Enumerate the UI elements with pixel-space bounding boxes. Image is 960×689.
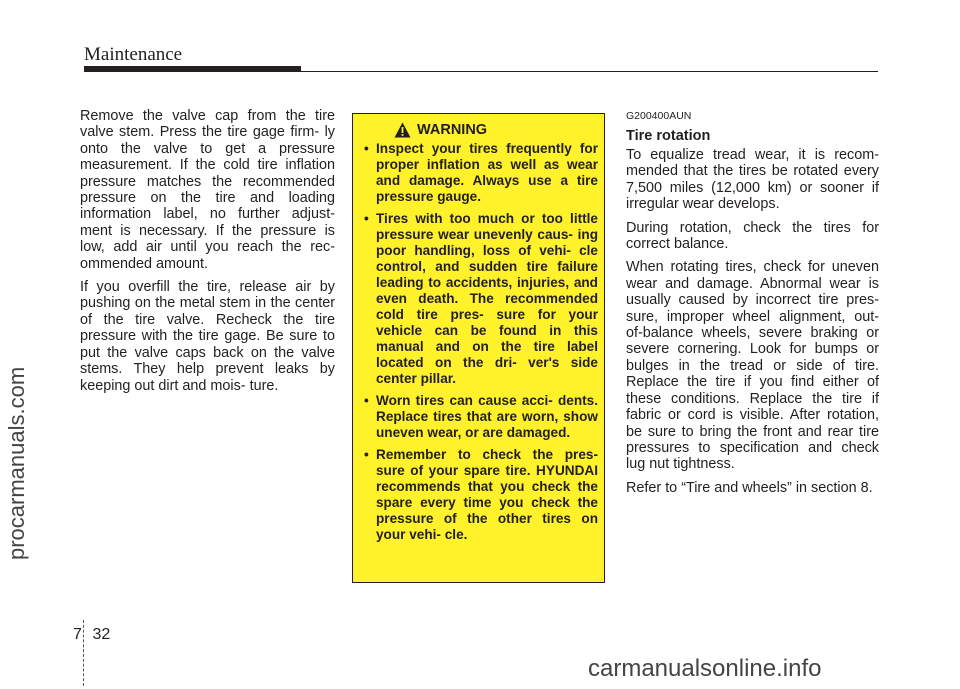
- warning-triangle-icon: [394, 122, 411, 138]
- warning-item: [364, 141, 598, 205]
- warning-item-text: Inspect your tires frequently for proper inflation as well as wear and damage. Always use a tire pressure gauge.: [376, 141, 598, 204]
- warning-list: [364, 141, 598, 543]
- left-column: [80, 108, 335, 401]
- warning-item-text: Worn tires can cause acci- dents. Replace tires that are worn, show uneven wear, or are damaged.: [376, 393, 598, 440]
- chapter-number: 7: [73, 626, 82, 643]
- section-code: G200400AUN: [626, 110, 692, 122]
- paragraph: To equalize tread wear, it is recom- mended that the tires be rotated every 7,500 miles (12,000 km) or sooner if irregular wear develops.: [626, 147, 879, 213]
- paragraph: Remove the valve cap from the tire valve stem. Press the tire gage firm- ly onto the valve to get a pressure measurement. If the cold tire inflation pressure matches the recommended pressure on the tire and loading information label, no further adjust- ment is necessary. If the pressure is low, add air until you reach the rec- ommended amount.: [80, 108, 335, 272]
- section-title: Maintenance: [84, 44, 183, 65]
- page-index: 32: [92, 626, 111, 643]
- bullet: •: [364, 447, 369, 462]
- warning-item-text: Tires with too much or too little pressure wear unevenly caus- ing poor handling, loss of vehi- cle control, and sudden tire failure leading to accidents, injuries, and even death. The recommended cold tire pres- sure for your vehicle can be found in this manual and on the tire label located on the dri- ver's side center pillar.: [376, 211, 598, 386]
- bullet: •: [364, 393, 369, 408]
- warning-title: WARNING: [417, 122, 488, 138]
- bottom-watermark: carmanualsonline.info: [588, 655, 822, 682]
- warning-header: [364, 122, 598, 138]
- warning-box: [352, 113, 605, 583]
- warning-item: [364, 211, 598, 387]
- header-bar: [84, 66, 301, 72]
- header-rule: [300, 71, 878, 72]
- warning-item: [364, 447, 598, 543]
- bullet: •: [364, 211, 369, 226]
- right-column: [626, 110, 879, 503]
- paragraph: During rotation, check the tires for correct balance.: [626, 219, 879, 253]
- paragraph: If you overfill the tire, release air by pushing on the metal stem in the center of the tire valve. Recheck the tire pressure with the tire gage. Be sure to put the valve caps back on the valve stems. They help prevent leaks by keeping out dirt and mois- ture.: [80, 279, 335, 394]
- bullet: •: [364, 141, 369, 156]
- page-number: [73, 626, 110, 644]
- paragraph: Refer to “Tire and wheels” in section 8.: [626, 479, 873, 496]
- warning-item: [364, 393, 598, 441]
- section-heading: Tire rotation: [626, 128, 711, 144]
- side-watermark: procarmanuals.com: [4, 366, 29, 560]
- paragraph: When rotating tires, check for uneven wear and damage. Abnormal wear is usually caused by incorrect tire pres- sure, improper wheel alignment, out- of-balance wheels, severe braking or severe cornering. Look for bumps or bulges in the tread or side of tire. Replace the tire if you find either of these conditions. Replace the tire if fabric or cord is visible. After rotation, be sure to bring the front and rear tire pressures to specification and check lug nut tightness.: [626, 259, 879, 473]
- warning-item-text: Remember to check the pres- sure of your spare tire. HYUNDAI recommends that you check the spare every time you check the pressure of the other tires on your vehi- cle.: [376, 447, 598, 542]
